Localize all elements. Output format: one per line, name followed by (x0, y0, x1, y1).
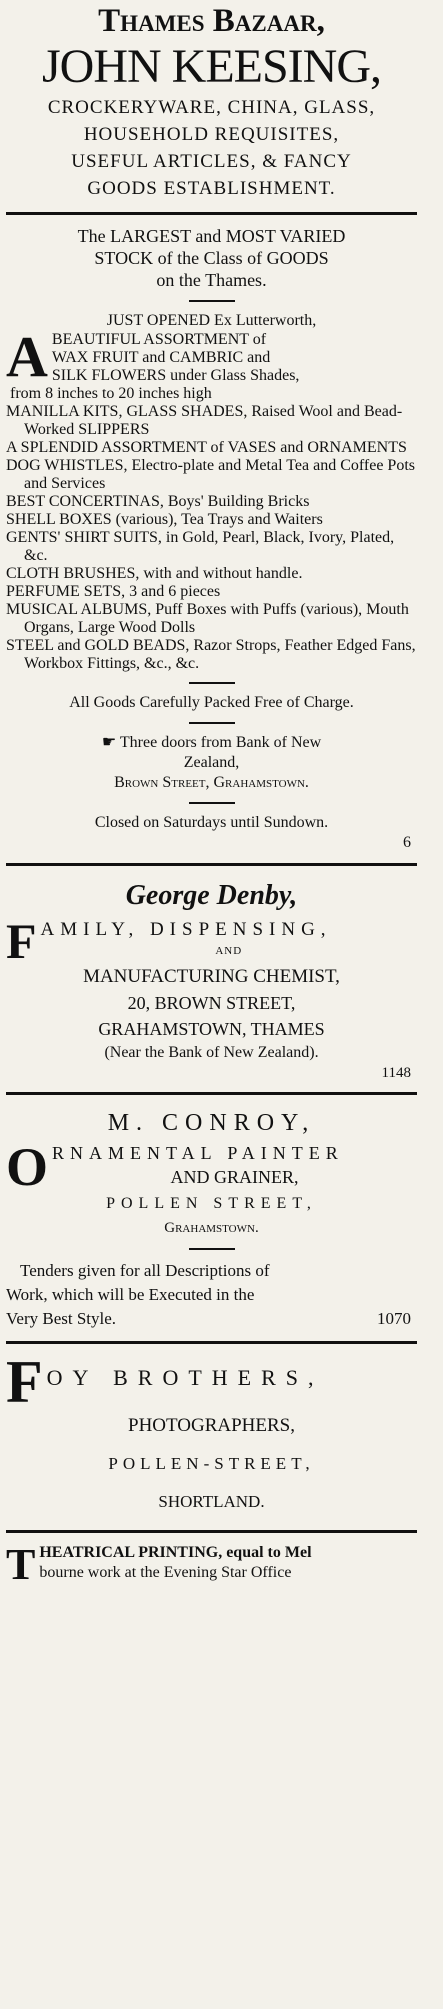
divider (6, 1341, 417, 1344)
ad-m-conroy (6, 1105, 417, 1331)
tenders-block (6, 1259, 417, 1331)
address-line: 20, BROWN STREET, (127, 993, 296, 1013)
list-item: A SPLENDID ASSORTMENT of VASES and ORNAMENTS (6, 439, 407, 456)
ad-proprietor-name: M. CONROY, (107, 1110, 316, 1136)
wax-fruit-block (6, 331, 417, 403)
closed-note: Closed on Saturdays until Sundown. (94, 814, 329, 831)
wax-line: SILK FLOWERS under Glass Shades, (51, 367, 300, 384)
street-line: Brown Street, Grahamstown. (114, 774, 309, 791)
ad-stock-lines (6, 225, 417, 291)
just-opened: JUST OPENED Ex Lutterworth, (106, 312, 317, 329)
ad-number: 6 (403, 834, 411, 851)
wax-line: BEAUTIFUL ASSORTMENT of (51, 331, 267, 348)
item-list (6, 403, 417, 673)
trade-line: MANUFACTURING CHEMIST, (83, 966, 340, 987)
and-line: AND (215, 945, 243, 957)
ad-foy-brothers (6, 1354, 417, 1520)
packed-note: All Goods Carefully Packed Free of Charge. (69, 694, 354, 711)
divider (6, 1530, 417, 1533)
trade-line: USEFUL ARTICLES, & FANCY (71, 151, 352, 172)
town-line: GRAHAMSTOWN, THAMES (98, 1019, 325, 1039)
stock-line: The LARGEST and MOST VARIED (77, 226, 346, 246)
stock-line: on the Thames. (156, 270, 267, 290)
drop-cap: A (6, 331, 48, 389)
divider (6, 863, 417, 866)
trade-block (6, 1141, 417, 1191)
list-item: MUSICAL ALBUMS, Puff Boxes with Puffs (various), Mouth Organs, Large Wood Dolls (6, 601, 409, 636)
town-line: Grahamstown. (164, 1220, 259, 1236)
short-rule (189, 722, 235, 724)
ad-trade-lines (6, 94, 417, 202)
title-block (6, 1354, 417, 1408)
printing-block (6, 1543, 417, 1585)
list-item: PERFUME SETS, 3 and 6 pieces (6, 583, 221, 600)
location-line (6, 733, 417, 753)
printing-line: HEATRICAL PRINTING, equal to Mel (39, 1544, 312, 1561)
trade-block (6, 916, 417, 964)
tenders-line: Work, which will be Executed in the (6, 1285, 255, 1304)
trade-line: PHOTOGRAPHERS, (128, 1415, 295, 1436)
list-item: BEST CONCERTINAS, Boys' Building Bricks (6, 493, 310, 510)
firm-name: OY BROTHERS, (46, 1365, 324, 1390)
ad-number-row (6, 1064, 417, 1082)
wax-line: WAX FRUIT and CAMBRIC and (51, 349, 271, 366)
near-line: (Near the Bank of New Zealand). (104, 1044, 319, 1061)
town-line: SHORTLAND. (158, 1492, 265, 1511)
divider (6, 1092, 417, 1095)
location-block (6, 733, 417, 793)
ad-number-row (6, 833, 417, 853)
divider (6, 212, 417, 215)
list-item: CLOTH BRUSHES, with and without handle. (6, 565, 303, 582)
trade-line: HOUSEHOLD REQUISITES, (83, 124, 340, 145)
ad-number: 1070 (377, 1309, 411, 1328)
list-item: GENTS' SHIRT SUITS, in Gold, Pearl, Black, Ivory, Plated, &c. (6, 529, 395, 564)
ad-theatrical-printing (6, 1543, 417, 1585)
drop-cap: F (6, 1354, 43, 1408)
drop-cap: F (6, 916, 37, 964)
stock-line: STOCK of the Class of GOODS (94, 248, 329, 268)
trade-line: AMILY, DISPENSING, (40, 919, 332, 940)
list-item: SHELL BOXES (various), Tea Trays and Waiters (6, 511, 323, 528)
short-rule (189, 802, 235, 804)
tenders-line: Tenders given for all Descriptions of (20, 1261, 270, 1280)
pointing-hand-icon: ☛ (101, 734, 117, 751)
list-item: MANILLA KITS, GLASS SHADES, Raised Wool and Bead-Worked SLIPPERS (6, 403, 403, 438)
drop-cap: O (6, 1141, 49, 1191)
location-line-text: Three doors from Bank of New (119, 734, 322, 751)
trade-line: GOODS ESTABLISHMENT. (87, 178, 336, 199)
street-line: POLLEN STREET, (106, 1195, 317, 1212)
ad-proprietor-name: JOHN KEESING, (42, 40, 381, 93)
newspaper-column (6, 0, 417, 1585)
short-rule (189, 1248, 235, 1250)
drop-cap: T (6, 1543, 36, 1585)
trade-line: RNAMENTAL PAINTER (52, 1143, 344, 1163)
location-line: Zealand, (183, 754, 240, 771)
street-line: POLLEN-STREET, (108, 1454, 315, 1473)
ad-heading: Thames Bazaar, (98, 3, 325, 39)
tenders-line: Very Best Style. (6, 1309, 117, 1328)
wax-lines (6, 331, 417, 403)
short-rule (189, 300, 235, 302)
printing-line: bourne work at the Evening Star Office (39, 1564, 292, 1581)
trade-line: CROCKERYWARE, CHINA, GLASS, (47, 97, 376, 118)
short-rule (189, 682, 235, 684)
wax-line: from 8 inches to 20 inches high (10, 385, 212, 402)
list-item: STEEL and GOLD BEADS, Razor Strops, Feather Edged Fans, Workbox Fittings, &c., &c. (6, 637, 416, 672)
ad-george-denby (6, 876, 417, 1082)
trade-line: AND GRAINER, (170, 1167, 299, 1187)
ad-number: 1148 (381, 1065, 411, 1081)
ad-thames-bazaar (6, 0, 417, 853)
list-item: DOG WHISTLES, Electro-plate and Metal Tea and Coffee Pots and Services (6, 457, 415, 492)
ad-proprietor-name: George Denby, (125, 880, 298, 911)
